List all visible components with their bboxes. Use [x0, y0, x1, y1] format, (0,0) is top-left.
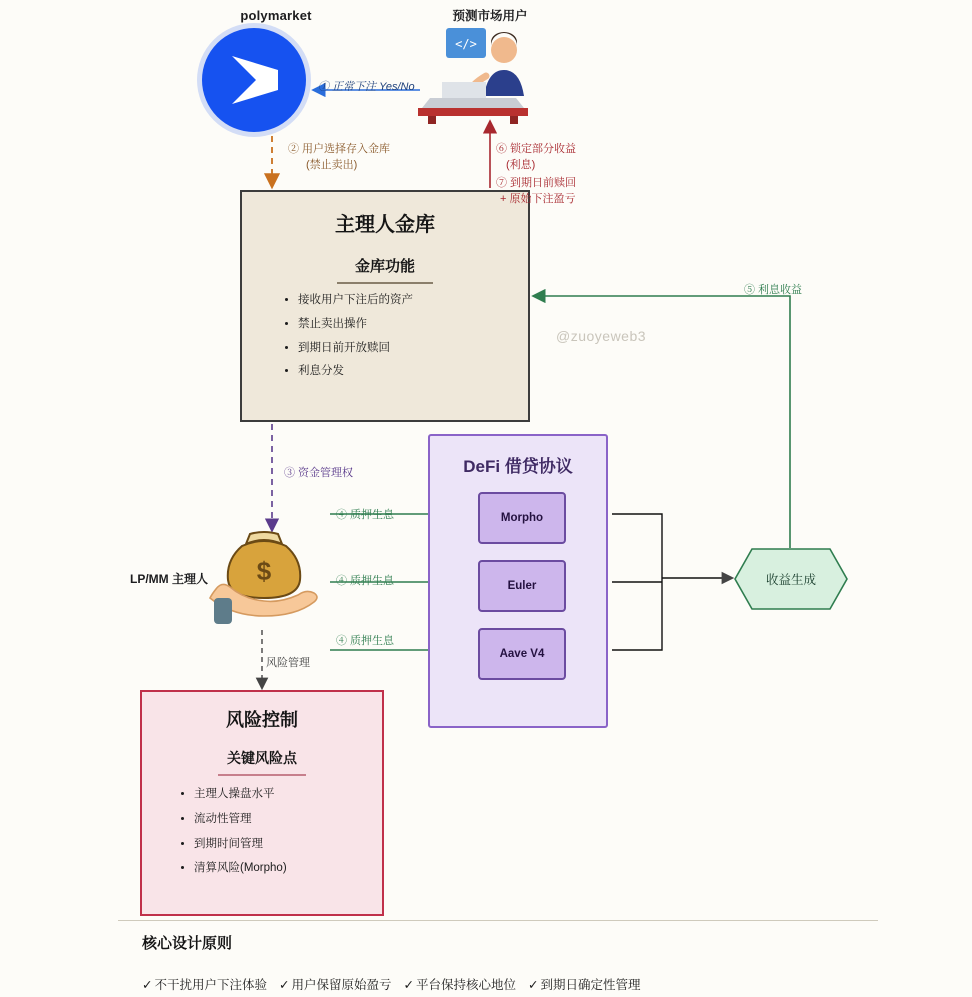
footer-principles — [142, 975, 641, 993]
protocol-morpho[interactable]: Morpho — [478, 492, 566, 544]
check-icon: ✓ — [279, 978, 290, 992]
list-item: • 利息分发 — [298, 365, 528, 379]
vault-subtitle: 金库功能 — [354, 258, 415, 275]
user-at-laptop-illustration — [412, 24, 568, 124]
edge-label-stake-1: ④ 质押生息 — [336, 509, 395, 521]
edge-label-lock-2: (利息) — [506, 159, 536, 171]
defi-title: DeFi 借贷协议 — [463, 457, 573, 476]
polymarket-label: polymarket — [240, 8, 312, 23]
footer-item-label: 用户保留原始盈亏 — [291, 978, 392, 992]
lpmm-label: LP/MM 主理人 — [130, 572, 208, 586]
edge-label-stake-3: ④ 质押生息 — [336, 635, 395, 647]
protocol-euler[interactable]: Euler — [478, 560, 566, 612]
yield-label: 收益生成 — [765, 573, 816, 587]
footer-item-label: 平台保持核心地位 — [415, 978, 516, 992]
defi-protocols-box — [428, 434, 608, 728]
edge-label-lock-1: ⑥ 锁定部分收益 — [496, 143, 577, 155]
list-item: • 接收用户下注后的资产 — [298, 294, 528, 308]
footer-item-label: 到期日确定性管理 — [540, 978, 641, 992]
edge-label-deposit-1: ② 用户选择存入金库 — [288, 143, 391, 155]
check-icon: ✓ — [403, 978, 414, 992]
edge-label-interest-income: ⑤ 利息收益 — [744, 284, 803, 296]
footer-title: 核心设计原则 — [142, 935, 233, 952]
list-item: • 清算风险(Morpho) — [194, 862, 382, 876]
edge-label-stake-2: ④ 质押生息 — [336, 575, 395, 587]
risk-bullet-list — [142, 788, 382, 876]
footer-divider — [118, 920, 878, 921]
edge-label-risk-mgmt: 风险管理 — [266, 657, 310, 669]
edge-label-redeem-2: + 原始下注盈亏 — [500, 193, 576, 205]
footer-item — [279, 975, 392, 993]
watermark: @zuoyeweb3 — [556, 328, 647, 344]
edge-label-fund-mgmt: ③ 资金管理权 — [284, 467, 354, 479]
svg-text:</>: </> — [455, 37, 477, 51]
footer-item-label: 不干扰用户下注体验 — [154, 978, 267, 992]
list-item: • 禁止卖出操作 — [298, 318, 528, 332]
vault-box — [240, 190, 530, 422]
risk-control-box — [140, 690, 384, 916]
risk-subtitle: 关键风险点 — [227, 750, 297, 766]
money-bag-in-hand-illustration — [206, 524, 322, 628]
vault-title: 主理人金库 — [335, 214, 435, 236]
user-label: 预测市场用户 — [452, 9, 528, 23]
risk-title: 风险控制 — [226, 710, 298, 730]
list-item: • 流动性管理 — [194, 813, 382, 827]
list-item: • 到期时间管理 — [194, 838, 382, 852]
list-item: • 主理人操盘水平 — [194, 788, 382, 802]
protocol-aave-v4[interactable]: Aave V4 — [478, 628, 566, 680]
vault-divider — [337, 282, 433, 284]
edge-label-redeem-1: ⑦ 到期日前赎回 — [496, 177, 577, 189]
yield-node — [734, 548, 848, 610]
footer-item — [142, 975, 267, 993]
polymarket-mark-icon — [228, 52, 282, 108]
risk-divider — [218, 774, 306, 776]
check-icon: ✓ — [528, 978, 539, 992]
svg-text:$: $ — [256, 556, 272, 586]
check-icon: ✓ — [142, 978, 153, 992]
vault-bullet-list — [242, 294, 528, 379]
edge-label-deposit-2: (禁止卖出) — [306, 159, 358, 171]
edge-label-bet: ① 正常下注 Yes/No — [318, 81, 415, 93]
footer-item — [404, 975, 517, 993]
footer-item — [528, 975, 641, 993]
list-item: • 到期日前开放赎回 — [298, 342, 528, 356]
